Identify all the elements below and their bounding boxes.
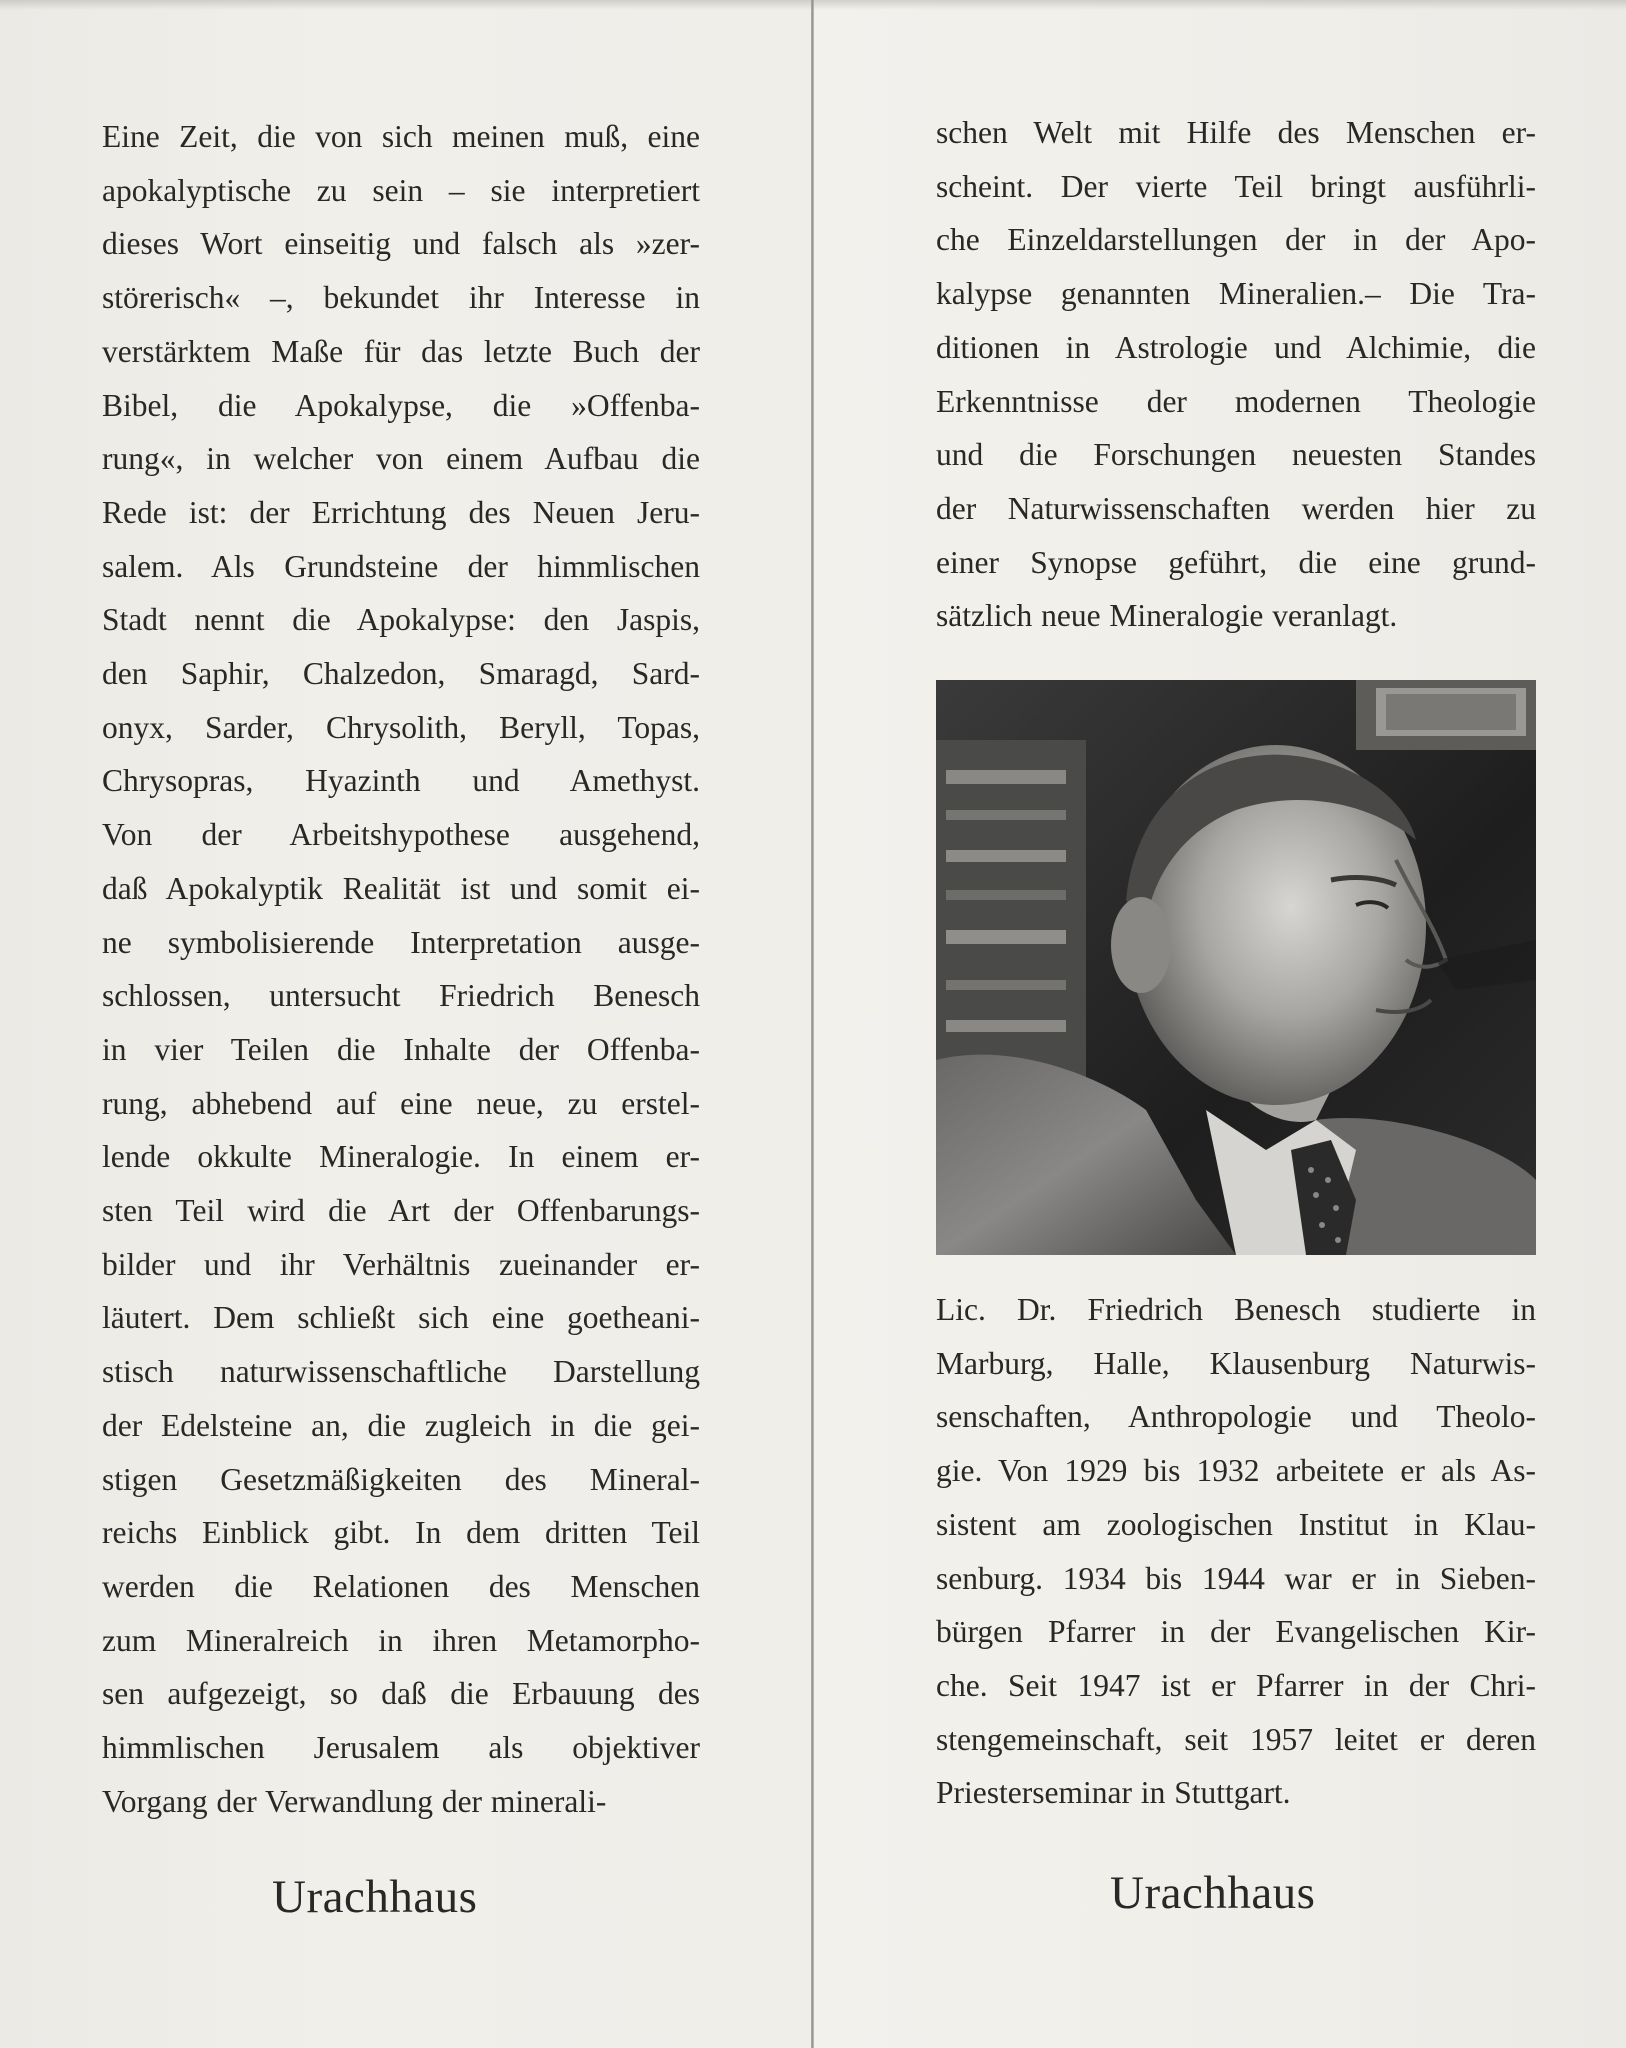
text-line: in vier Teilen die Inhalte der Offenba- (102, 1031, 700, 1067)
text-line: Von der Arbeitshypothese ausgehend, (102, 817, 700, 853)
bio-line: gie. Von 1929 bis 1932 arbeitete er als As- (936, 1453, 1536, 1489)
text-line: schlossen, untersucht Friedrich Benesch (102, 978, 700, 1014)
bio-line: Lic. Dr. Friedrich Benesch studierte in (936, 1292, 1536, 1327)
text-line: störerisch« –, bekundet ihr Interesse in (102, 280, 700, 316)
text-line: onyx, Sarder, Chrysolith, Beryll, Topas, (102, 709, 700, 745)
text-line: rung, abhebend auf eine neue, zu erstel- (102, 1085, 700, 1121)
text-line: Stadt nennt die Apokalypse: den Jaspis, (102, 602, 700, 638)
bio-line: Marburg, Halle, Klausenburg Naturwis- (936, 1345, 1536, 1381)
bio-line: Priesterseminar in Stuttgart. (936, 1775, 1291, 1811)
text-line: und die Forschungen neuesten Standes (936, 437, 1536, 473)
right-flap-text (936, 106, 1536, 643)
text-line: scheint. Der vierte Teil bringt ausführli- (936, 168, 1536, 204)
text-line: Bibel, die Apokalypse, die »Offenba- (102, 387, 700, 423)
left-flap-text (102, 110, 700, 1829)
text-line: kalypse genannten Mineralien.– Die Tra- (936, 276, 1536, 312)
bio-line: bürgen Pfarrer in der Evangelischen Kir- (936, 1614, 1536, 1650)
bio-line: senburg. 1934 bis 1944 war er in Sieben- (936, 1560, 1536, 1596)
text-line: verstärktem Maße für das letzte Buch der (102, 333, 700, 369)
text-line: läutert. Dem schließt sich eine goetheani- (102, 1300, 700, 1336)
text-line: Rede ist: der Errichtung des Neuen Jeru- (102, 494, 700, 530)
text-line: sätzlich neue Mineralogie veranlagt. (936, 598, 1398, 634)
bio-line: senschaften, Anthropologie und Theolo- (936, 1399, 1536, 1435)
text-line: der Edelsteine an, die zugleich in die gei- (102, 1407, 700, 1443)
text-line: salem. Als Grundsteine der himmlischen (102, 548, 700, 584)
text-line: ne symbolisierende Interpretation ausge- (102, 924, 700, 960)
text-line: der Naturwissenschaften werden hier zu (936, 490, 1536, 526)
text-line: einer Synopse geführt, die eine grund- (936, 544, 1536, 580)
text-line: Eine Zeit, die von sich meinen muß, eine (102, 119, 700, 154)
text-line: daß Apokalyptik Realität ist und somit ei- (102, 870, 700, 906)
text-line: rung«, in welcher von einem Aufbau die (102, 441, 700, 477)
text-line: himmlischen Jerusalem als objektiver (102, 1730, 700, 1766)
text-line: werden die Relationen des Menschen (102, 1568, 700, 1604)
text-line: den Saphir, Chalzedon, Smaragd, Sard- (102, 656, 700, 692)
text-line: Chrysopras, Hyazinth und Amethyst. (102, 763, 700, 799)
text-line: stigen Gesetzmäßigkeiten des Mineral- (102, 1461, 700, 1497)
text-line: ditionen in Astrologie und Alchimie, die (936, 329, 1536, 365)
bio-line: che. Seit 1947 ist er Pfarrer in der Chri- (936, 1667, 1536, 1703)
author-portrait (936, 680, 1536, 1255)
text-line: dieses Wort einseitig und falsch als »zer- (102, 226, 700, 262)
text-line: apokalyptische zu sein – sie interpretiert (102, 172, 700, 208)
text-line: sen aufgezeigt, so daß die Erbauung des (102, 1676, 700, 1712)
text-line: sten Teil wird die Art der Offenbarungs- (102, 1193, 700, 1229)
text-line: che Einzeldarstellungen der in der Apo- (936, 222, 1536, 258)
text-line: Vorgang der Verwandlung der minerali- (102, 1783, 607, 1819)
top-edge-shadow (0, 0, 1626, 10)
fold-line (811, 0, 814, 2048)
bio-line: sistent am zoologischen Institut in Klau- (936, 1506, 1536, 1542)
text-line: lende okkulte Mineralogie. In einem er- (102, 1139, 700, 1175)
author-portrait-image (936, 680, 1536, 1255)
text-line: Erkenntnisse der modernen Theologie (936, 383, 1536, 419)
text-line: bilder und ihr Verhältnis zueinander er- (102, 1246, 700, 1282)
text-line: reichs Einblick gibt. In dem dritten Teil (102, 1515, 700, 1551)
publisher-name-right: Urachhaus (1110, 1867, 1316, 1919)
author-biography (936, 1283, 1536, 1820)
text-line: zum Mineralreich in ihren Metamorpho- (102, 1622, 700, 1658)
text-line: stisch naturwissenschaftliche Darstellung (102, 1354, 700, 1390)
bio-line: stengemeinschaft, seit 1957 leitet er deren (936, 1721, 1536, 1757)
publisher-name-left: Urachhaus (272, 1871, 478, 1923)
text-line: schen Welt mit Hilfe des Menschen er- (936, 115, 1536, 150)
